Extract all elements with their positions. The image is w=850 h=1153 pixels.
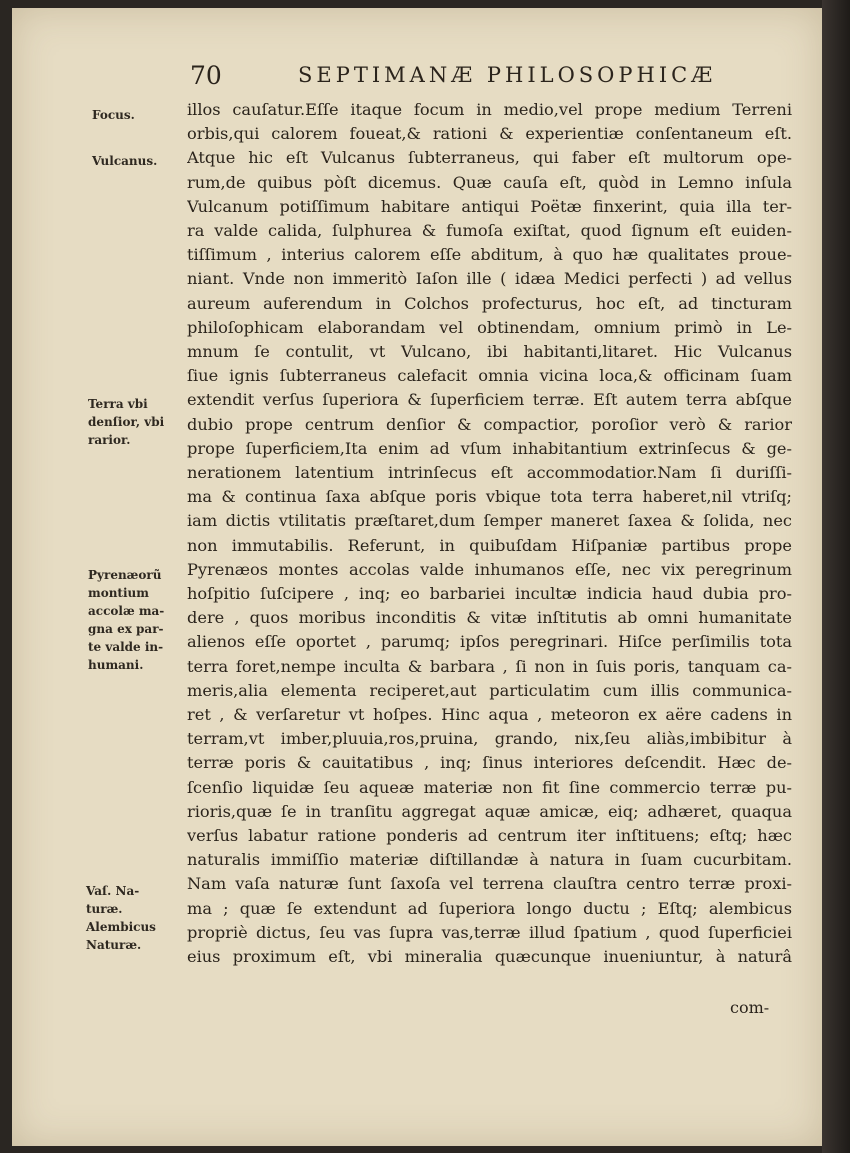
text-line: nerationem latentium intrinſecus eſt accommodatior.Nam ſi duriſſi- <box>187 463 792 482</box>
text-line: dubio prope centrum denſior & compactior, poroſior verò & rarior <box>187 414 792 434</box>
text-line: Atque hic eſt Vulcanus ſubterraneus, qui faber eſt multorum ope- <box>187 148 792 168</box>
text-line: orbis,qui calorem foueat,& rationi & experientiæ conſentaneum eſt. <box>187 124 792 144</box>
margin-note-line: Terra vbi <box>88 397 148 411</box>
text-line: ra valde calida, ſulphurea & fumoſa exiſtat, quod ſignum eſt euiden- <box>187 221 792 240</box>
text-line: extendit verſus ſuperiora & ſuperficiem terræ. Eſt autem terra abſque <box>187 390 792 410</box>
text-line: non immutabilis. Referunt, in quibuſdam Hiſpaniæ partibus prope <box>187 535 792 555</box>
margin-note-line: Vaſ. Na- <box>86 884 140 898</box>
text-line: terram,vt imber,pluuia,ros,pruina, grando, nix,ſeu aliàs,imbibitur à <box>187 729 792 749</box>
margin-note-line: gna ex par- <box>88 622 164 636</box>
text-line: Vulcanum potiſſimum habitare antiqui Poëtæ finxerint, quia illa ter- <box>187 196 792 216</box>
text-line: ma ; quæ ſe extendunt ad ſuperiora longo ductu ; Eſtq; alembicus <box>187 898 792 918</box>
catchword: com- <box>730 998 770 1017</box>
margin-note-line: Pyrenæorũ <box>88 568 162 582</box>
text-line: naturalis immiſſio materiæ diſtillandæ à natura in ſuam cucurbitam. <box>187 850 792 870</box>
text-line: rum,de quibus pòſt dicemus. Quæ cauſa eſt, quòd in Lemno inſula <box>187 172 792 192</box>
text-line: dere , quos moribus inconditis & vitæ inſtitutis ab omni humanitate <box>187 608 792 628</box>
text-line: tiſſimum , interius calorem eſſe abditum, à quo hæ qualitates proue- <box>187 245 792 265</box>
text-line: terra foret,nempe inculta & barbara , ſi non in ſuis poris, tanquam ca- <box>187 656 792 676</box>
margin-note-line: humani. <box>88 658 144 672</box>
text-line: illos cauſatur.Eſſe itaque focum in medio,vel prope medium Terreni <box>187 100 792 119</box>
margin-note-line: accolæ ma- <box>88 604 165 618</box>
text-line: eius proximum eſt, vbi mineralia quæcunque inueniuntur, à naturâ <box>187 947 792 966</box>
text-line: philoſophicam elaborandam vel obtinendam, omnium primò in Le- <box>187 317 792 337</box>
margin-note-line: denſior, vbi <box>88 415 165 429</box>
margin-note-line: Naturæ. <box>86 938 142 952</box>
margin-note-line: turæ. <box>86 902 123 916</box>
text-line: terræ poris & cauitatibus , inq; ſinus interiores deſcendit. Hæc de- <box>187 753 792 773</box>
text-line: meris,alia elementa reciperet,aut particulatim cum illis communica- <box>187 680 792 700</box>
text-line: iam dictis vtilitatis præſtaret,dum ſemper maneret ſaxea & ſolida, nec <box>187 511 792 531</box>
margin-note-line: te valde in- <box>88 640 164 654</box>
text-line: ma & continua ſaxa abſque poris vbique tota terra haberet,nil vtriſq; <box>187 487 792 507</box>
text-line: alienos eſſe oportet , parumq; ipſos peregrinari. Hiſce perſimilis tota <box>187 632 792 652</box>
text-line: Pyrenæos montes accolas valde inhumanos eſſe, nec vix peregrinum <box>187 559 792 579</box>
text-line: prope ſuperficiem,Ita enim ad vſum inhabitantium extrinſecus & ge- <box>187 438 792 458</box>
text-line: ſcenſio liquidæ ſeu aqueæ materiæ non fit ſine commercio terræ pu- <box>187 777 792 797</box>
margin-note-line: Focus. <box>92 108 135 122</box>
margin-note-line: Vulcanus. <box>92 154 158 168</box>
text-line: propriè dictus, ſeu vas ſupra vas,terræ illud ſpatium , quod ſuperficiei <box>187 922 792 942</box>
margin-note-line: rarior. <box>88 433 131 447</box>
margin-note-line: montium <box>88 586 149 600</box>
text-line: aureum auferendum in Colchos profecturus, hoc eſt, ad tincturam <box>187 293 792 313</box>
text-line: hoſpitio ſuſcipere , inq; eo barbariei incultæ indicia haud dubia pro- <box>187 584 792 603</box>
text-line: verſus labatur ratione ponderis ad centrum iter inſtituens; eſtq; hæc <box>187 826 792 845</box>
text-line: ſiue ignis ſubterraneus calefacit omnia vicina loca,& officinam ſuam <box>187 366 792 386</box>
page-number: 70 <box>190 61 222 90</box>
text-line: rioris,quæ ſe in tranſitu aggregat aquæ amicæ, eiq; adhæret, quaqua <box>187 801 792 821</box>
text-line: mnum ſe contulit, vt Vulcano, ibi habitanti,litaret. Hic Vulcanus <box>187 342 792 361</box>
margin-note-line: Alembicus <box>86 920 156 934</box>
running-title: SEPTIMANÆ PHILOSOPHICÆ <box>298 63 717 87</box>
text-line: Nam vaſa naturæ ſunt ſaxoſa vel terrena clauſtra centro terræ proxi- <box>187 874 792 894</box>
text-line: niant. Vnde non immeritò Iaſon ille ( idæa Medici perfecti ) ad vellus <box>187 269 792 289</box>
text-line: ret , & verſaretur vt hoſpes. Hinc aqua , meteoron ex aëre cadens in <box>187 705 792 724</box>
